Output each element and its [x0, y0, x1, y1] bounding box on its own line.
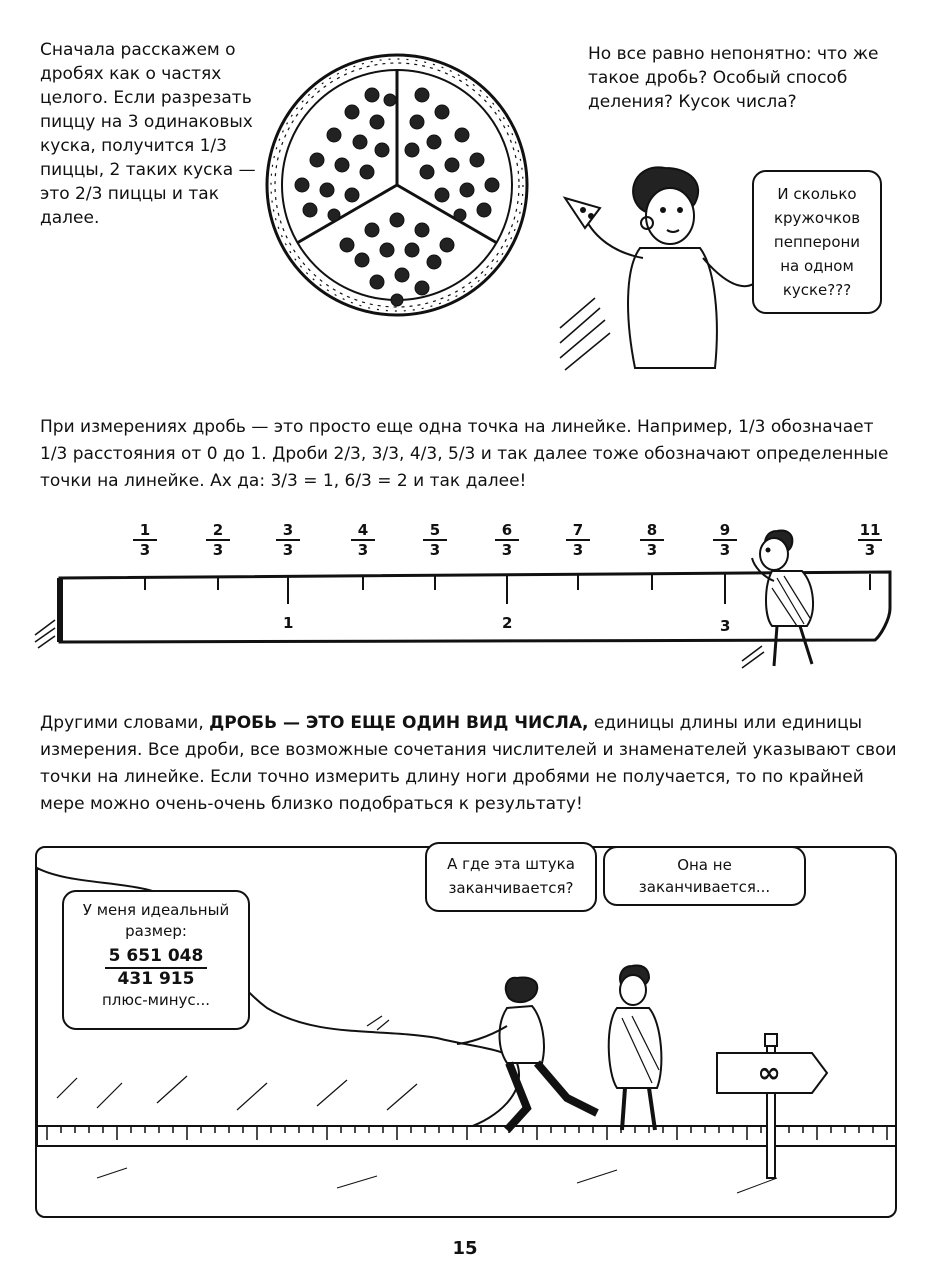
- giant-bubble-line2: размер:: [125, 922, 187, 940]
- giant-speech-bubble: [62, 890, 250, 1030]
- giant-bubble-line1: У меня идеальный: [82, 901, 230, 919]
- sign-infinity-symbol: ∞: [757, 1056, 781, 1089]
- definition-lead: Другими словами,: [40, 713, 204, 733]
- ruler-fraction-1-3: $\frac{1}{3}$: [133, 522, 157, 558]
- ruler-fraction-4-3: $\frac{4}{3}$: [351, 522, 375, 558]
- ruler-fraction-11-3: $\frac{11}{3}$: [859, 521, 881, 559]
- pizza-illustration: [262, 50, 532, 320]
- man-pointing-illustration: [742, 526, 832, 671]
- panel-man-speech-bubble: Она не заканчивается...: [603, 846, 806, 906]
- intro-text: Сначала расскажем о дробях как о частях целого. Если разрезать пиццу на 3 одинаковых куска, получится 1/3 пиццы, 2 таких куска — это 2/3 пиццы и так далее.: [40, 40, 256, 228]
- ruler-unit-2: 2: [502, 614, 513, 632]
- ruler-fraction-5-3: $\frac{5}{3}$: [423, 522, 447, 558]
- giant-bubble-numerator: 5 651 048: [105, 946, 208, 969]
- ruler-fraction-8-3: $\frac{8}{3}$: [640, 522, 664, 558]
- giant-bubble-denominator: 431 915: [117, 969, 195, 989]
- ruler-fraction-9-3: $\frac{9}{3}$: [713, 522, 737, 558]
- question-text: Но все равно непонятно: что же такое дробь? Особый способ деления? Кусок числа?: [588, 44, 879, 112]
- measure-text: При измерениях дробь — это просто еще одна точка на линейке. Например, 1/3 обозначает 1/3 расстояния от 0 до 1. Дроби 2/3, 3/3, 4/3, 5/3 и так далее тоже обозначают определенные точки на линейке. Ах да: 3/3 = 1, 6/3 = 2 и так далее!: [40, 417, 889, 491]
- panel-woman-speech-bubble: А где эта штука заканчивается?: [425, 842, 597, 912]
- ruler-unit-1: 1: [283, 614, 294, 632]
- woman-with-pizza-illustration: [555, 158, 765, 378]
- definition-rest: единицы длины или единицы измерения. Все дроби, все возможные сочетания числителей и знаменателей указывают свои точки на линейке. Если точно измерить длину ноги дробями не получается, то по крайней мере можно очень-очень близко подобраться к результату!: [40, 713, 897, 814]
- page-number: 15: [452, 1238, 478, 1259]
- ruler-fraction-2-3: $\frac{2}{3}$: [206, 522, 230, 558]
- ruler-fraction-6-3: $\frac{6}{3}$: [495, 522, 519, 558]
- ruler-fraction-3-3: $\frac{3}{3}$: [276, 522, 300, 558]
- definition-text: [40, 710, 900, 818]
- ruler-fraction-7-3: $\frac{7}{3}$: [566, 522, 590, 558]
- woman-speech-bubble: И сколько кружочков пепперони на одном куске???: [752, 170, 882, 314]
- ruler-unit-3: 3: [720, 617, 731, 635]
- definition-emphasis: ДРОБЬ — ЭТО ЕЩЕ ОДИН ВИД ЧИСЛА,: [209, 713, 589, 733]
- giant-bubble-line3: плюс-минус...: [102, 991, 210, 1009]
